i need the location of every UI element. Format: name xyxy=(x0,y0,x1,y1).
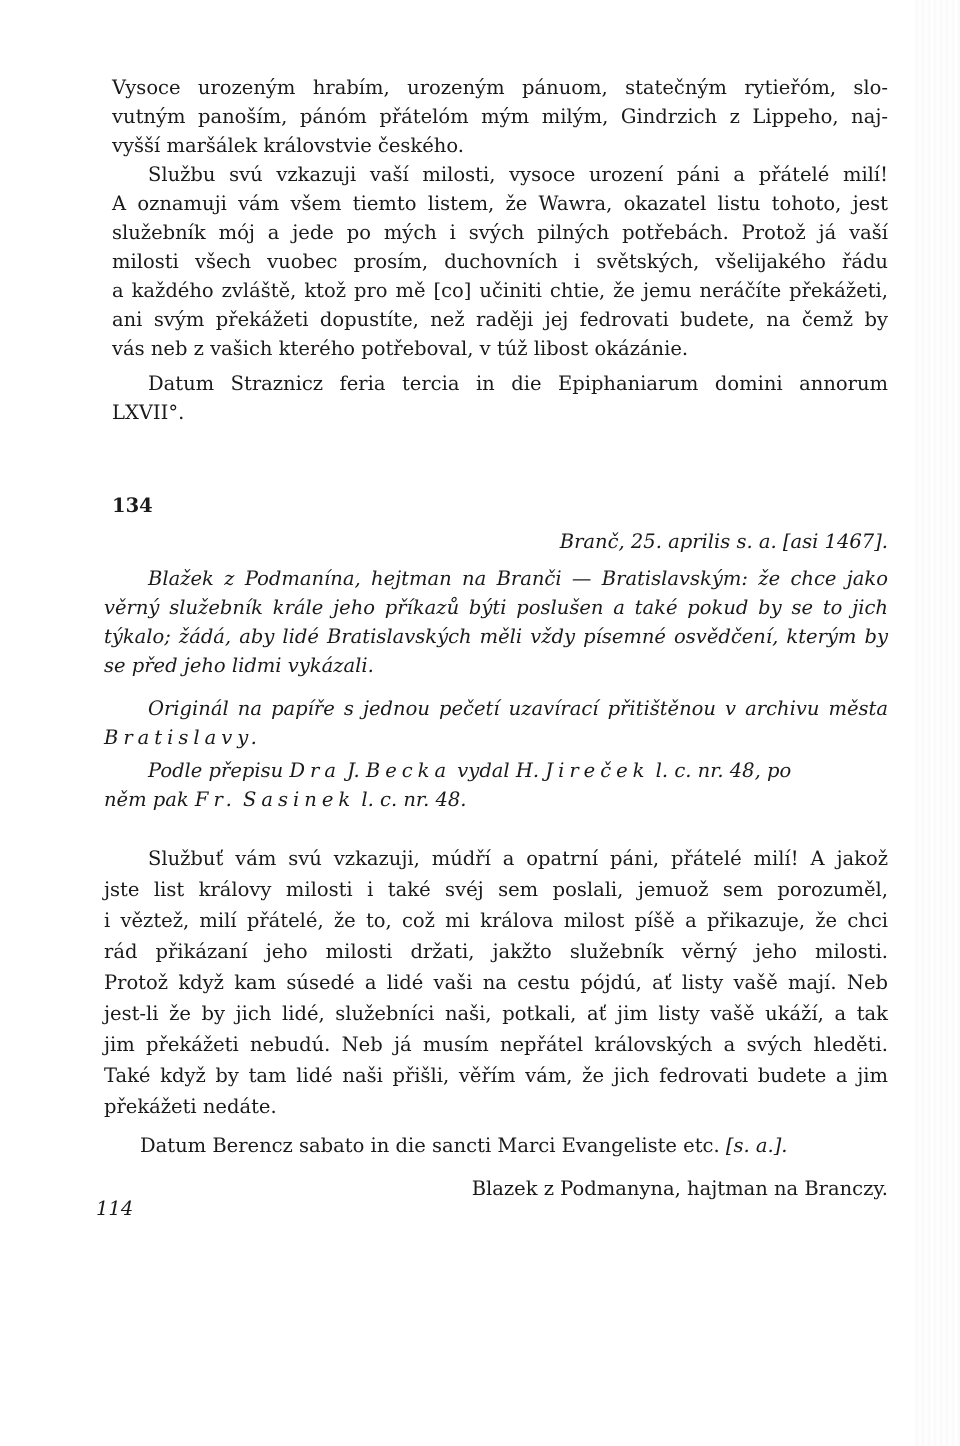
regest-line-4: se před jeho lidmi vykázali. xyxy=(104,654,374,677)
document-number: 134 xyxy=(112,494,153,517)
regest-line-2: věrný služebník krále jeho příkazů býti poslušen a také pokud by se to jich xyxy=(104,596,888,619)
letter-133-line-9: ani svým překážeti dopustíte, než raději jej fedrovati budete, na čemž by xyxy=(112,308,888,331)
original-note: Originál na papíře s jednou pečetí uzavírací přitištěnou v archivu města xyxy=(148,697,888,720)
letter-133-line-7: milosti všech vuobec prosím, duchovních i světských, všelijakého řádu xyxy=(112,250,888,273)
place-date: Branč, 25. aprilis s. a. [asi 1467]. xyxy=(559,530,888,553)
letter-133-line-3: vyšší maršálek královstvie českého. xyxy=(112,134,464,157)
signature: Blazek z Podmanyna, hajtman na Branczy. xyxy=(471,1177,888,1200)
letter-133-line-5: A oznamuji vám všem tiemto listem, že Wawra, okazatel listu tohoto, jest xyxy=(112,192,888,215)
letter-133-line-8: a každého zvláště, ktož pro mě [co] učiniti chtie, že jemu neráčíte překážeti, xyxy=(112,279,888,302)
letter-134-line-6: jest-li že by jich lidé, služebníci naši, potkali, ať jim listy vašě ukáží, a tak xyxy=(104,1002,888,1025)
letter-133-datum-year: LXVII°. xyxy=(112,401,185,424)
letter-134-line-5: Protož když kam súsedé a lidé vaši na cestu pójdú, ať listy vašě mají. Neb xyxy=(104,971,888,994)
page-number: 114 xyxy=(96,1197,134,1220)
letter-133-line-10: vás neb z vašich kterého potřeboval, v túž libost okázánie. xyxy=(112,337,689,360)
letter-134-line-2: jste list královy milosti i také svéj sem poslali, jemuož sem porozuměl, xyxy=(104,878,888,901)
letter-134-line-1: Službuť vám svú vzkazuji, múdří a opatrní páni, přátelé milí! A jakož xyxy=(148,847,888,870)
letter-133-line-6: služebník mój a jede po mých i svých pilných potřebách. Protož já vaší xyxy=(112,221,888,244)
letter-133-line-1: Vysoce urozeným hrabím, urozeným pánuom, statečným rytieřóm, slo- xyxy=(112,76,888,99)
letter-133-line-2: vutným panoším, pánóm přátelóm mým milým, Gindrzich z Lippeho, naj- xyxy=(112,105,888,128)
letter-134-datum: Datum Berencz sabato in die sancti Marci Evangeliste etc. [s. a.]. xyxy=(140,1134,788,1157)
regest-line-3: týkalo; žádá, aby lidé Bratislavských měli vždy písemné osvědčení, kterým by xyxy=(104,625,888,648)
edition-note-line-2: něm pak Fr. Sasinek l. c. nr. 48. xyxy=(104,788,467,811)
original-note-city: Bratislavy. xyxy=(104,726,262,749)
letter-134-line-8: Také když by tam lidé naši přišli, věřím vám, že jich fedrovati budete a jim xyxy=(104,1064,888,1087)
regest-line-1: Blažek z Podmanína, hejtman na Branči — Bratislavským: že chce jako xyxy=(148,567,888,590)
letter-133-line-4: Službu svú vzkazuji vaší milosti, vysoce urození páni a přátelé milí! xyxy=(148,163,888,186)
scan-edge-texture xyxy=(914,0,960,1446)
letter-134-line-9: překážeti nedáte. xyxy=(104,1095,277,1118)
letter-134-line-4: rád přikázaní jeho milosti držati, jakžto služebník věrný jeho milosti. xyxy=(104,940,888,963)
edition-note-line-1: Podle přepisu Dra J. Becka vydal H. Jireček l. c. nr. 48, po xyxy=(148,759,792,782)
letter-133-datum: Datum Straznicz feria tercia in die Epiphaniarum domini annorum xyxy=(148,372,888,395)
letter-134-line-3: i věztež, milí přátelé, že to, což mi králova milost píšě a přikazuje, že chci xyxy=(104,909,888,932)
letter-134-line-7: jim překážeti nebudú. Neb já musím nepřátel královských a svých hleděti. xyxy=(104,1033,888,1056)
